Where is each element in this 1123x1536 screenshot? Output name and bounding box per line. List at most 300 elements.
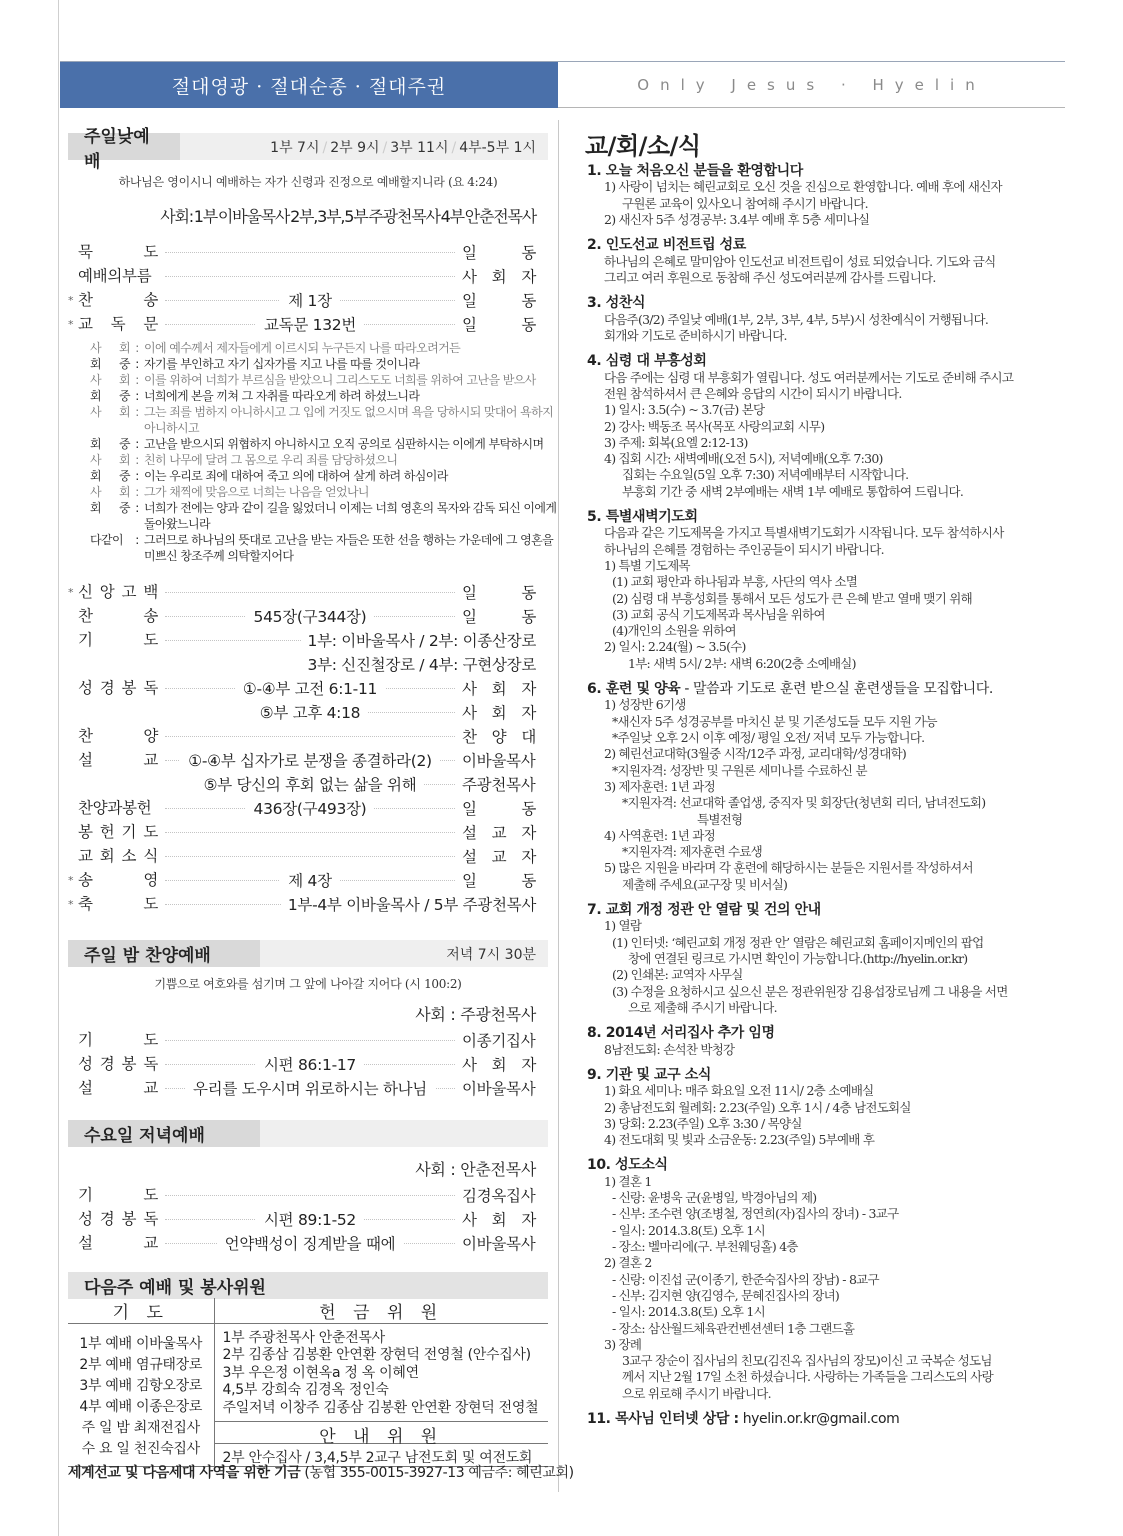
separator: /: [322, 139, 328, 156]
colon: :: [135, 437, 139, 451]
row-leader: 사 회 자: [462, 704, 536, 722]
row-detail: 436장(구493장): [246, 797, 375, 819]
prayer-entry: 수 요 일 천진숙집사: [81, 1441, 200, 1457]
dotted-leader: [165, 240, 455, 264]
reading-text: 이는 우리로 죄에 대하여 죽고 의에 대하여 살게 하려 하심이라: [144, 469, 448, 483]
row-leader: 일 동: [462, 608, 536, 626]
dotted-leader: [165, 1076, 455, 1100]
reading-line: [90, 436, 548, 452]
row-label: 봉 헌 기 도: [78, 823, 158, 841]
reading-role: 회 중: [90, 501, 130, 515]
church-news-heading: 교/회/소/식: [585, 132, 701, 160]
news-item-title: [587, 1157, 1069, 1173]
row-detail: ①-④부 십자가로 분쟁을 종결하라(2): [180, 749, 440, 771]
colon: :: [135, 533, 139, 547]
reading-line: [90, 404, 554, 420]
row-label: 기 도: [78, 631, 158, 649]
news-line: 1) 결혼 1: [604, 1173, 652, 1189]
news-line: - 신랑: 이진섭 군(이종기, 한준숙집사의 장남) - 8교구: [612, 1271, 879, 1287]
wednesday-order: [68, 1183, 548, 1255]
dotted-leader: [165, 676, 455, 700]
row-leader: 이바울목사: [462, 752, 536, 770]
news-item-title: [587, 237, 1069, 253]
reading-line: [90, 500, 557, 516]
prayer-header: 기 도: [68, 1298, 214, 1324]
dotted-leader: [165, 892, 281, 916]
standing-mark-icon: *: [68, 585, 74, 599]
service-row: [68, 1207, 548, 1231]
news-item-title: [587, 1411, 1069, 1427]
service-row: [68, 1076, 548, 1100]
offering-entry: 4,5부 강희숙 김경옥 정인숙: [222, 1382, 389, 1399]
offering-entry: 주일저녁 이창주 김종삼 김봉환 안연환 장현덕 전영철: [222, 1399, 539, 1416]
service-times: [270, 137, 536, 157]
news-item: [587, 163, 1069, 228]
news-item: [587, 1025, 1069, 1058]
service-row: [68, 772, 548, 796]
reading-text: 친히 나무에 달려 그 몸으로 우리 죄를 담당하셨으니: [144, 453, 398, 467]
row-label: 기 도: [78, 1186, 158, 1204]
reading-text: 너희가 전에는 양과 같이 길을 잃었더니 이제는 너희 영혼의 목자와 감독 되신 이에게: [144, 501, 557, 515]
dotted-leader: [165, 748, 455, 772]
row-detail: 제 1장: [280, 289, 340, 311]
news-line: 다음주(3/2) 주일낮 예배(1부, 2부, 3부, 4부, 5부)시 성찬예식이 거행됩니다.: [604, 311, 989, 327]
next-week-header: [68, 1272, 548, 1299]
news-line: 창에 연결된 링크로 가시면 확인이 가능합니다.(http://hyelin.or.kr): [628, 951, 968, 967]
service-row: [68, 240, 548, 264]
volunteers-table: [68, 1298, 548, 1467]
service-row: [68, 264, 548, 288]
news-line: *지원자격: 선교대학 졸업생, 중직자 및 회장단(청년회 리더, 남녀전도회): [622, 795, 986, 811]
service-row: [68, 652, 548, 676]
service-row: [68, 844, 548, 868]
news-line: - 일시: 2014.3.8(토) 오후 1시: [612, 1222, 765, 1238]
row-leader: 이바울목사: [462, 1080, 536, 1098]
row-label: 설 교: [78, 1234, 158, 1252]
news-line: (2) 인쇄본: 교역자 사무실: [612, 967, 743, 983]
dotted-leader: [165, 1052, 455, 1076]
news-item: [587, 295, 1069, 344]
row-label: 찬 송: [78, 607, 158, 625]
news-line: *새신자 5주 성경공부를 마치신 분 및 기존성도들 모두 지원 가능: [612, 713, 937, 729]
service-row: [68, 700, 548, 724]
row-label: 신 앙 고 백: [78, 583, 158, 601]
row-detail: ⑤부 고후 4:18: [252, 701, 368, 723]
news-line: - 신부: 조수련 양(조병철, 정연희(자)집사의 장녀) - 3교구: [612, 1206, 899, 1222]
row-label: 축 도: [78, 895, 158, 913]
news-line: *지원자격: 제자훈련 수료생: [622, 844, 762, 860]
news-item-title: [587, 1067, 1069, 1083]
row-label: 성 경 봉 독: [78, 679, 158, 697]
news-item: [587, 1411, 1069, 1427]
reading-role: 사 회: [90, 405, 130, 419]
prayer-entry: 4부 예배 이종은장로: [79, 1399, 203, 1415]
row-leader: 찬 양 대: [462, 728, 536, 746]
service-row: [68, 724, 548, 748]
news-line: 3) 당회: 2.23(주일) 오후 3:30 / 목양실: [604, 1115, 802, 1131]
page-border: [58, 0, 59, 1536]
dotted-leader: [165, 772, 455, 796]
service-row: [68, 892, 548, 916]
dotted-leader: [165, 796, 455, 820]
colon: :: [135, 341, 139, 355]
sunday-service-header: [68, 126, 548, 172]
offering-entry: 3부 우은정 이현옥a 정 옥 이혜연: [222, 1364, 419, 1381]
news-line: 하나님의 은혜로 말미암아 인도선교 비전트립이 성료 되었습니다. 기도와 금식: [604, 253, 996, 269]
news-line: (1) 교회 평안과 하나됨과 부흥, 사단의 역사 소멸: [612, 574, 858, 590]
service-row: [68, 604, 548, 628]
news-line: - 장소: 벨마리에(구. 부천웨딩홀) 4층: [612, 1239, 798, 1255]
wednesday-service-header: [68, 1120, 548, 1147]
colon: :: [135, 485, 139, 499]
news-line: 1부: 새벽 5시/ 2부: 새벽 6:20(2층 소예배실): [628, 655, 856, 671]
service-row: [68, 820, 548, 844]
service-host: 사회 : 안춘전목사: [415, 1160, 536, 1179]
colon: :: [135, 453, 139, 467]
reading-line: [90, 356, 548, 372]
motto-banner: [60, 62, 558, 108]
news-title-text: 5. 특별새벽기도회: [587, 509, 698, 526]
service-time: 2부 9시: [330, 139, 380, 156]
row-detail: 제 4장: [280, 869, 340, 891]
service-hosts: 사회: 1부 이바울목사 2부,3부,5부 주광천목사 4부 안춘전목사: [160, 207, 536, 226]
prayer-entry: 주 일 밤 최재전집사: [81, 1420, 200, 1436]
news-line: 3) 주제: 회복(요엘 2:12-13): [604, 434, 748, 450]
news-line: 으로 위로해 주시기 바랍니다.: [622, 1385, 771, 1401]
prayer-entry: 2부 예배 염규태장로: [79, 1357, 203, 1373]
colon: :: [135, 357, 139, 371]
news-line: 4) 전도대회 및 빛과 소금운동: 2.23(주일) 5부예배 후: [604, 1132, 875, 1148]
news-line: (3) 교회 공식 기도제목과 목사님을 위하여: [612, 606, 825, 622]
reading-text: 그가 채찍에 맞음으로 너희는 나음을 얻었나니: [144, 485, 369, 499]
prayer-list: [68, 1324, 214, 1467]
reading-line: [90, 420, 548, 436]
news-line: 1) 열람: [604, 918, 642, 934]
order-of-service: [68, 240, 548, 336]
news-title-text: 6. 훈련 및 양육: [587, 681, 681, 698]
news-line: 1) 성장반 6기생: [604, 697, 686, 713]
reading-line: [90, 388, 548, 404]
news-line: 구원론 교육이 있사오니 참여해 주시기 바랍니다.: [622, 195, 868, 211]
offering-header: 헌 금 위 원: [214, 1298, 548, 1324]
row-leader: 일 동: [462, 316, 536, 334]
row-leader: 사 회 자: [462, 680, 536, 698]
row-detail: ①-④부 고전 6:1-11: [235, 677, 385, 699]
row-leader: 1부-4부 이바울목사 / 5부 주광천목사: [287, 896, 536, 914]
colon: :: [135, 405, 139, 419]
dotted-leader: [165, 1183, 455, 1207]
news-line: 부흥회 기간 중 새벽 2부예배는 새벽 1부 예배로 통합하여 드립니다.: [622, 483, 964, 499]
section-title: 주일 밤 찬양예배: [68, 940, 260, 967]
reading-role: 회 중: [90, 469, 130, 483]
row-leader: 1부: 이바울목사 / 2부: 이종산장로: [307, 632, 536, 650]
service-row: [68, 1231, 548, 1255]
row-leader: 일 동: [462, 244, 536, 262]
fund-label: 세계선교 및 다음세대 사역을 위한 기금: [68, 1465, 301, 1481]
news-line: 2) 결혼 2: [604, 1255, 652, 1271]
news-line: 3교구 장순이 집사님의 친모(김진옥 집사님의 장모)이신 고 국복순 성도님: [622, 1353, 992, 1369]
reading-role: 사 회: [90, 453, 130, 467]
scripture-verse: 기쁨으로 여호와를 섬기며 그 앞에 나아갈 지어다 (시 100:2): [154, 977, 462, 991]
dotted-leader: [165, 580, 455, 604]
dotted-leader: [165, 1207, 455, 1231]
row-leader: 이바울목사: [462, 1235, 536, 1253]
reading-text: 자기를 부인하고 자기 십자가를 지고 나를 따를 것이니라: [144, 357, 420, 371]
fund-account: (농협 355-0015-3927-13 예금주: 혜린교회): [300, 1465, 574, 1481]
news-line: 2) 강사: 백동조 목사(목포 사랑의교회 시무): [604, 418, 825, 434]
news-item: [587, 681, 1069, 893]
colon: :: [135, 469, 139, 483]
reading-text: 그러므로 하나님의 뜻대로 고난을 받는 자들은 또한 선을 행하는 가운데에 그 영혼을: [144, 533, 554, 547]
news-item-title: [587, 353, 1069, 369]
news-line: 2) 일시: 2.24(월) ~ 3.5(수): [604, 639, 746, 655]
news-title-text: 7. 교회 개정 정관 안 열람 및 건의 안내: [587, 902, 821, 919]
guide-header: 안 내 위 원: [215, 1421, 549, 1444]
row-detail: 545장(구344장): [246, 605, 375, 627]
night-order: [68, 1028, 548, 1100]
scripture-verse: 하나님은 영이시니 예배하는 자가 신령과 진정으로 예배할지니라 (요 4:24): [118, 175, 498, 189]
news-line: 하나님의 은혜를 경험하는 주인공들이 되시기 바랍니다.: [604, 541, 884, 557]
service-row: [68, 312, 548, 336]
news-item-title: [587, 681, 1069, 697]
row-leader: 설 교 자: [462, 824, 536, 842]
responsive-reading: [68, 340, 557, 564]
row-label: 찬 송: [78, 291, 158, 309]
row-leader: 김경옥집사: [462, 1187, 536, 1205]
news-item-title: [587, 902, 1069, 918]
news-line: - 신랑: 윤병욱 군(윤병일, 박경아님의 제): [612, 1190, 817, 1206]
news-line: 2) 혜린선교대학(3월중 시작/12주 과정, 교리대학/성경대학): [604, 746, 907, 762]
row-detail: 시편 86:1-17: [256, 1053, 364, 1075]
reading-line: [90, 372, 548, 388]
news-line: 8남전도회: 손석찬 박청강: [604, 1041, 735, 1057]
dotted-leader: [165, 844, 455, 868]
colon: :: [135, 501, 139, 515]
news-title-text: 4. 심령 대 부흥성회: [587, 353, 707, 370]
news-line: 4) 사역훈련: 1년 과정: [604, 827, 715, 843]
news-line: 다음과 같은 기도제목을 가지고 특별새벽기도회가 시작됩니다. 모두 참석하시사: [604, 525, 1004, 541]
standing-mark-icon: *: [68, 873, 74, 887]
news-item: [587, 509, 1069, 672]
dotted-leader: [165, 264, 455, 288]
reading-line: [90, 452, 548, 468]
news-item: [587, 1067, 1069, 1149]
dotted-leader: [165, 1231, 455, 1255]
news-line: 1) 특별 기도제목: [604, 558, 690, 573]
row-label: 성 경 봉 독: [78, 1210, 158, 1228]
row-label: 찬양과봉헌: [78, 799, 152, 817]
news-line: *주일낮 오후 2시 이후 예정/ 평일 오전/ 저녁 모두 가능합니다.: [612, 730, 925, 746]
standing-mark-icon: *: [68, 293, 74, 307]
reading-role: 사 회: [90, 485, 130, 499]
service-row: [68, 288, 548, 312]
separator: /: [382, 139, 388, 156]
reading-text: 미쁘신 창조주께 의탁할지어다: [144, 549, 294, 563]
dotted-leader: [165, 820, 455, 844]
night-service-header: [68, 940, 548, 967]
reading-line: [90, 548, 548, 564]
news-line: 3) 제자훈련: 1년 과정: [604, 778, 715, 794]
row-detail: 교독문 132번: [256, 313, 364, 335]
news-line: 그리고 여러 후원으로 동참해 주신 성도여러분께 감사를 드립니다.: [604, 269, 936, 285]
news-line: 회개와 기도로 준비하시기 바랍니다.: [604, 327, 787, 343]
news-line: 1) 화요 세미나: 매주 화요일 오전 11시/ 2층 소예배실: [604, 1083, 874, 1099]
news-line: 2) 총남전도회 월례회: 2.23(주일) 오후 1시 / 4층 남전도회실: [604, 1099, 911, 1115]
church-news-list: [587, 163, 1069, 1427]
news-line: - 신부: 김지현 양(김영수, 문혜진집사의 장녀): [612, 1287, 840, 1303]
guide-list: 2부 안수집사 / 3,4,5부 2교구 남전도회 및 여전도회: [222, 1449, 533, 1466]
news-line: (3) 수정을 요청하시고 싶으신 분은 정관위원장 김용섭장로님께 그 내용을 서면: [612, 983, 1008, 999]
service-row: [68, 628, 548, 652]
dotted-leader: [165, 628, 301, 652]
news-line: 5) 많은 지원을 바라며 각 훈련에 해당하시는 분들은 지원서를 작성하셔서: [604, 860, 973, 876]
news-item-title: [587, 163, 1069, 179]
dotted-leader: [165, 604, 455, 628]
news-title-text: 3. 성찬식: [587, 295, 646, 312]
news-line: (1) 인터넷: ‘혜린교회 개정 정관 안’ 열람은 혜린교회 홈페이지메인의 팝업: [612, 934, 984, 950]
dotted-leader: [165, 312, 455, 336]
dotted-leader: [165, 724, 455, 748]
reading-line: [90, 484, 548, 500]
news-line: 전원 참석하셔서 큰 은혜와 응답의 시간이 되시기 바랍니다.: [604, 385, 902, 401]
news-item: [587, 902, 1069, 1016]
service-time: 3부 11시: [390, 139, 449, 156]
news-item-title: [587, 509, 1069, 525]
row-leader: 사 회 자: [462, 1211, 536, 1229]
news-line: 으로 제출해 주시기 바랍니다.: [628, 999, 777, 1015]
service-row: [68, 796, 548, 820]
news-title-text: 11. 목사님 인터넷 상담 :: [587, 1411, 739, 1428]
row-leader: 주광천목사: [462, 776, 536, 794]
service-row: [68, 676, 548, 700]
column-divider: [558, 120, 559, 1492]
dotted-leader: [165, 868, 455, 892]
reading-line: [90, 468, 548, 484]
row-leader: 일 동: [462, 292, 536, 310]
service-time: 4부-5부 1시: [459, 139, 536, 156]
reading-line: [90, 532, 554, 548]
news-line: 1) 사랑이 넘치는 혜린교회로 오신 것을 진심으로 환영합니다. 예배 후에 새신자: [604, 179, 1002, 195]
row-detail: 시편 89:1-52: [256, 1208, 364, 1230]
dotted-leader: [165, 1028, 455, 1052]
reading-line: [90, 340, 548, 356]
row-detail: 우리를 도우시며 위로하시는 하나님: [185, 1077, 435, 1099]
section-title: 다음주 예배 및 봉사위원: [84, 1278, 266, 1298]
row-label: 예배의부름: [78, 267, 152, 285]
standing-mark-icon: *: [68, 317, 74, 331]
dotted-leader: [165, 288, 455, 312]
news-line: (2) 심령 대 부흥성회를 통해서 모든 성도가 큰 은혜 받고 열매 맺기 위해: [612, 590, 972, 606]
section-title: 수요일 저녁예배: [68, 1120, 260, 1147]
section-title: 주일낮예배: [68, 133, 180, 160]
offering-list: [215, 1324, 549, 1417]
row-leader: 일 동: [462, 872, 536, 890]
reading-text: 고난을 받으시되 위협하지 아니하시고 오직 공의로 심판하시는 이에게 부탁하시며: [144, 437, 544, 451]
row-label: 송 영: [78, 871, 158, 889]
service-row: [68, 580, 548, 604]
service-host: 사회 : 주광천목사: [415, 1005, 536, 1024]
news-item: [587, 237, 1069, 286]
row-label: 성 경 봉 독: [78, 1055, 158, 1073]
news-line: 2) 새신자 5주 성경공부: 3.4부 예배 후 5층 세미나실: [604, 211, 870, 227]
tagline: Only Jesus · Hyelin: [558, 62, 1065, 108]
news-line: (4)개인의 소원을 위하여: [612, 623, 736, 639]
news-title-text: 10. 성도소식: [587, 1157, 668, 1174]
news-line: - 일시: 2014.3.8(토) 오후 1시: [612, 1304, 765, 1320]
row-label: [78, 701, 158, 723]
reading-role: 회 중: [90, 437, 130, 451]
mission-fund-notice: [68, 1462, 574, 1482]
row-leader: 일 동: [462, 800, 536, 818]
separator: /: [451, 139, 457, 156]
row-label: 설 교: [78, 1079, 158, 1097]
service-row: [68, 1028, 548, 1052]
news-title-text: 2. 인도선교 비전트립 성료: [587, 237, 746, 254]
offering-entry: 1부 주광천목사 안춘전목사: [222, 1330, 385, 1346]
news-line: 특별전형: [697, 811, 743, 827]
service-row: [68, 868, 548, 892]
news-item-title: [587, 1025, 1069, 1041]
reading-text: 아니하시고: [144, 421, 199, 435]
row-leader: 사 회 자: [462, 268, 536, 286]
news-line: 제출해 주세요(교구장 및 비서실): [622, 876, 788, 892]
news-line: - 장소: 삼산월드체육관컨벤션센터 1층 그랜드홀: [612, 1320, 855, 1336]
colon: :: [135, 373, 139, 387]
service-row: [68, 1052, 548, 1076]
news-item-title: [587, 295, 1069, 311]
news-line: 4) 집회 시간: 새벽예배(오전 5시), 저녁예배(오후 7:30): [604, 451, 883, 467]
news-line: 집회는 수요일(5일 오후 7:30) 저녁예배부터 시작합니다.: [622, 467, 909, 483]
news-line: 다음 주에는 심령 대 부흥회가 열립니다. 성도 여러분께서는 기도로 준비해 주시고: [604, 369, 1014, 385]
news-line: 께서 지난 2월 17일 소천 하셨습니다. 사랑하는 가족들을 그리스도의 사랑: [622, 1369, 993, 1385]
news-subtitle: hyelin.or.kr@gmail.com: [742, 1411, 900, 1428]
news-title-text: 9. 기관 및 교구 소식: [587, 1066, 712, 1083]
news-title-text: 1. 오늘 처음오신 분들을 환영합니다: [587, 163, 803, 179]
row-label: 묵 도: [78, 243, 158, 261]
row-label: 교 독 문: [78, 315, 158, 333]
service-row: [68, 1183, 548, 1207]
news-line: *지원자격: 성장반 및 구원론 세미나를 수료하신 분: [612, 762, 867, 778]
order-of-service-cont: [68, 580, 548, 916]
reading-text: 이에 예수께서 제자들에게 이르시되 누구든지 나를 따라오려거든: [144, 341, 461, 355]
row-label: 찬 양: [78, 727, 158, 745]
reading-text: 이를 위하여 너희가 부르심을 받았으니 그리스도도 너희를 위하여 고난을 받으사: [144, 373, 536, 387]
row-leader: 이종기집사: [462, 1032, 536, 1050]
news-item: [587, 1157, 1069, 1402]
standing-mark-icon: *: [68, 897, 74, 911]
row-label: 기 도: [78, 1031, 158, 1049]
row-leader: 일 동: [462, 584, 536, 602]
reading-role: 다같이: [90, 533, 123, 547]
service-time: 저녁 7시 30분: [446, 946, 536, 963]
row-label: [78, 653, 158, 675]
news-line: 1) 일시: 3.5(수) ~ 3.7(금) 본당: [604, 402, 765, 418]
motto: 절대영광 · 절대순종 · 절대주권: [171, 75, 447, 98]
news-title-text: 8. 2014년 서리집사 추가 임명: [587, 1025, 775, 1042]
colon: :: [135, 389, 139, 403]
row-label: 교 회 소 식: [78, 847, 158, 865]
reading-text: 그는 죄를 범하지 아니하시고 그 입에 거짓도 없으시며 욕을 당하시되 맞대어 욕하지: [144, 405, 554, 419]
reading-role: 사 회: [90, 373, 130, 387]
row-detail: 언약백성이 징계받을 때에: [217, 1232, 404, 1254]
reading-line: [90, 516, 548, 532]
service-row: [68, 748, 548, 772]
row-leader: 사 회 자: [462, 1056, 536, 1074]
reading-text: 너희에게 본을 끼쳐 그 자취를 따라오게 하려 하셨느니라: [144, 389, 420, 403]
reading-role: 사 회: [90, 341, 130, 355]
prayer-entry: 1부 예배 이바울목사: [79, 1336, 203, 1352]
reading-role: 회 중: [90, 357, 130, 371]
